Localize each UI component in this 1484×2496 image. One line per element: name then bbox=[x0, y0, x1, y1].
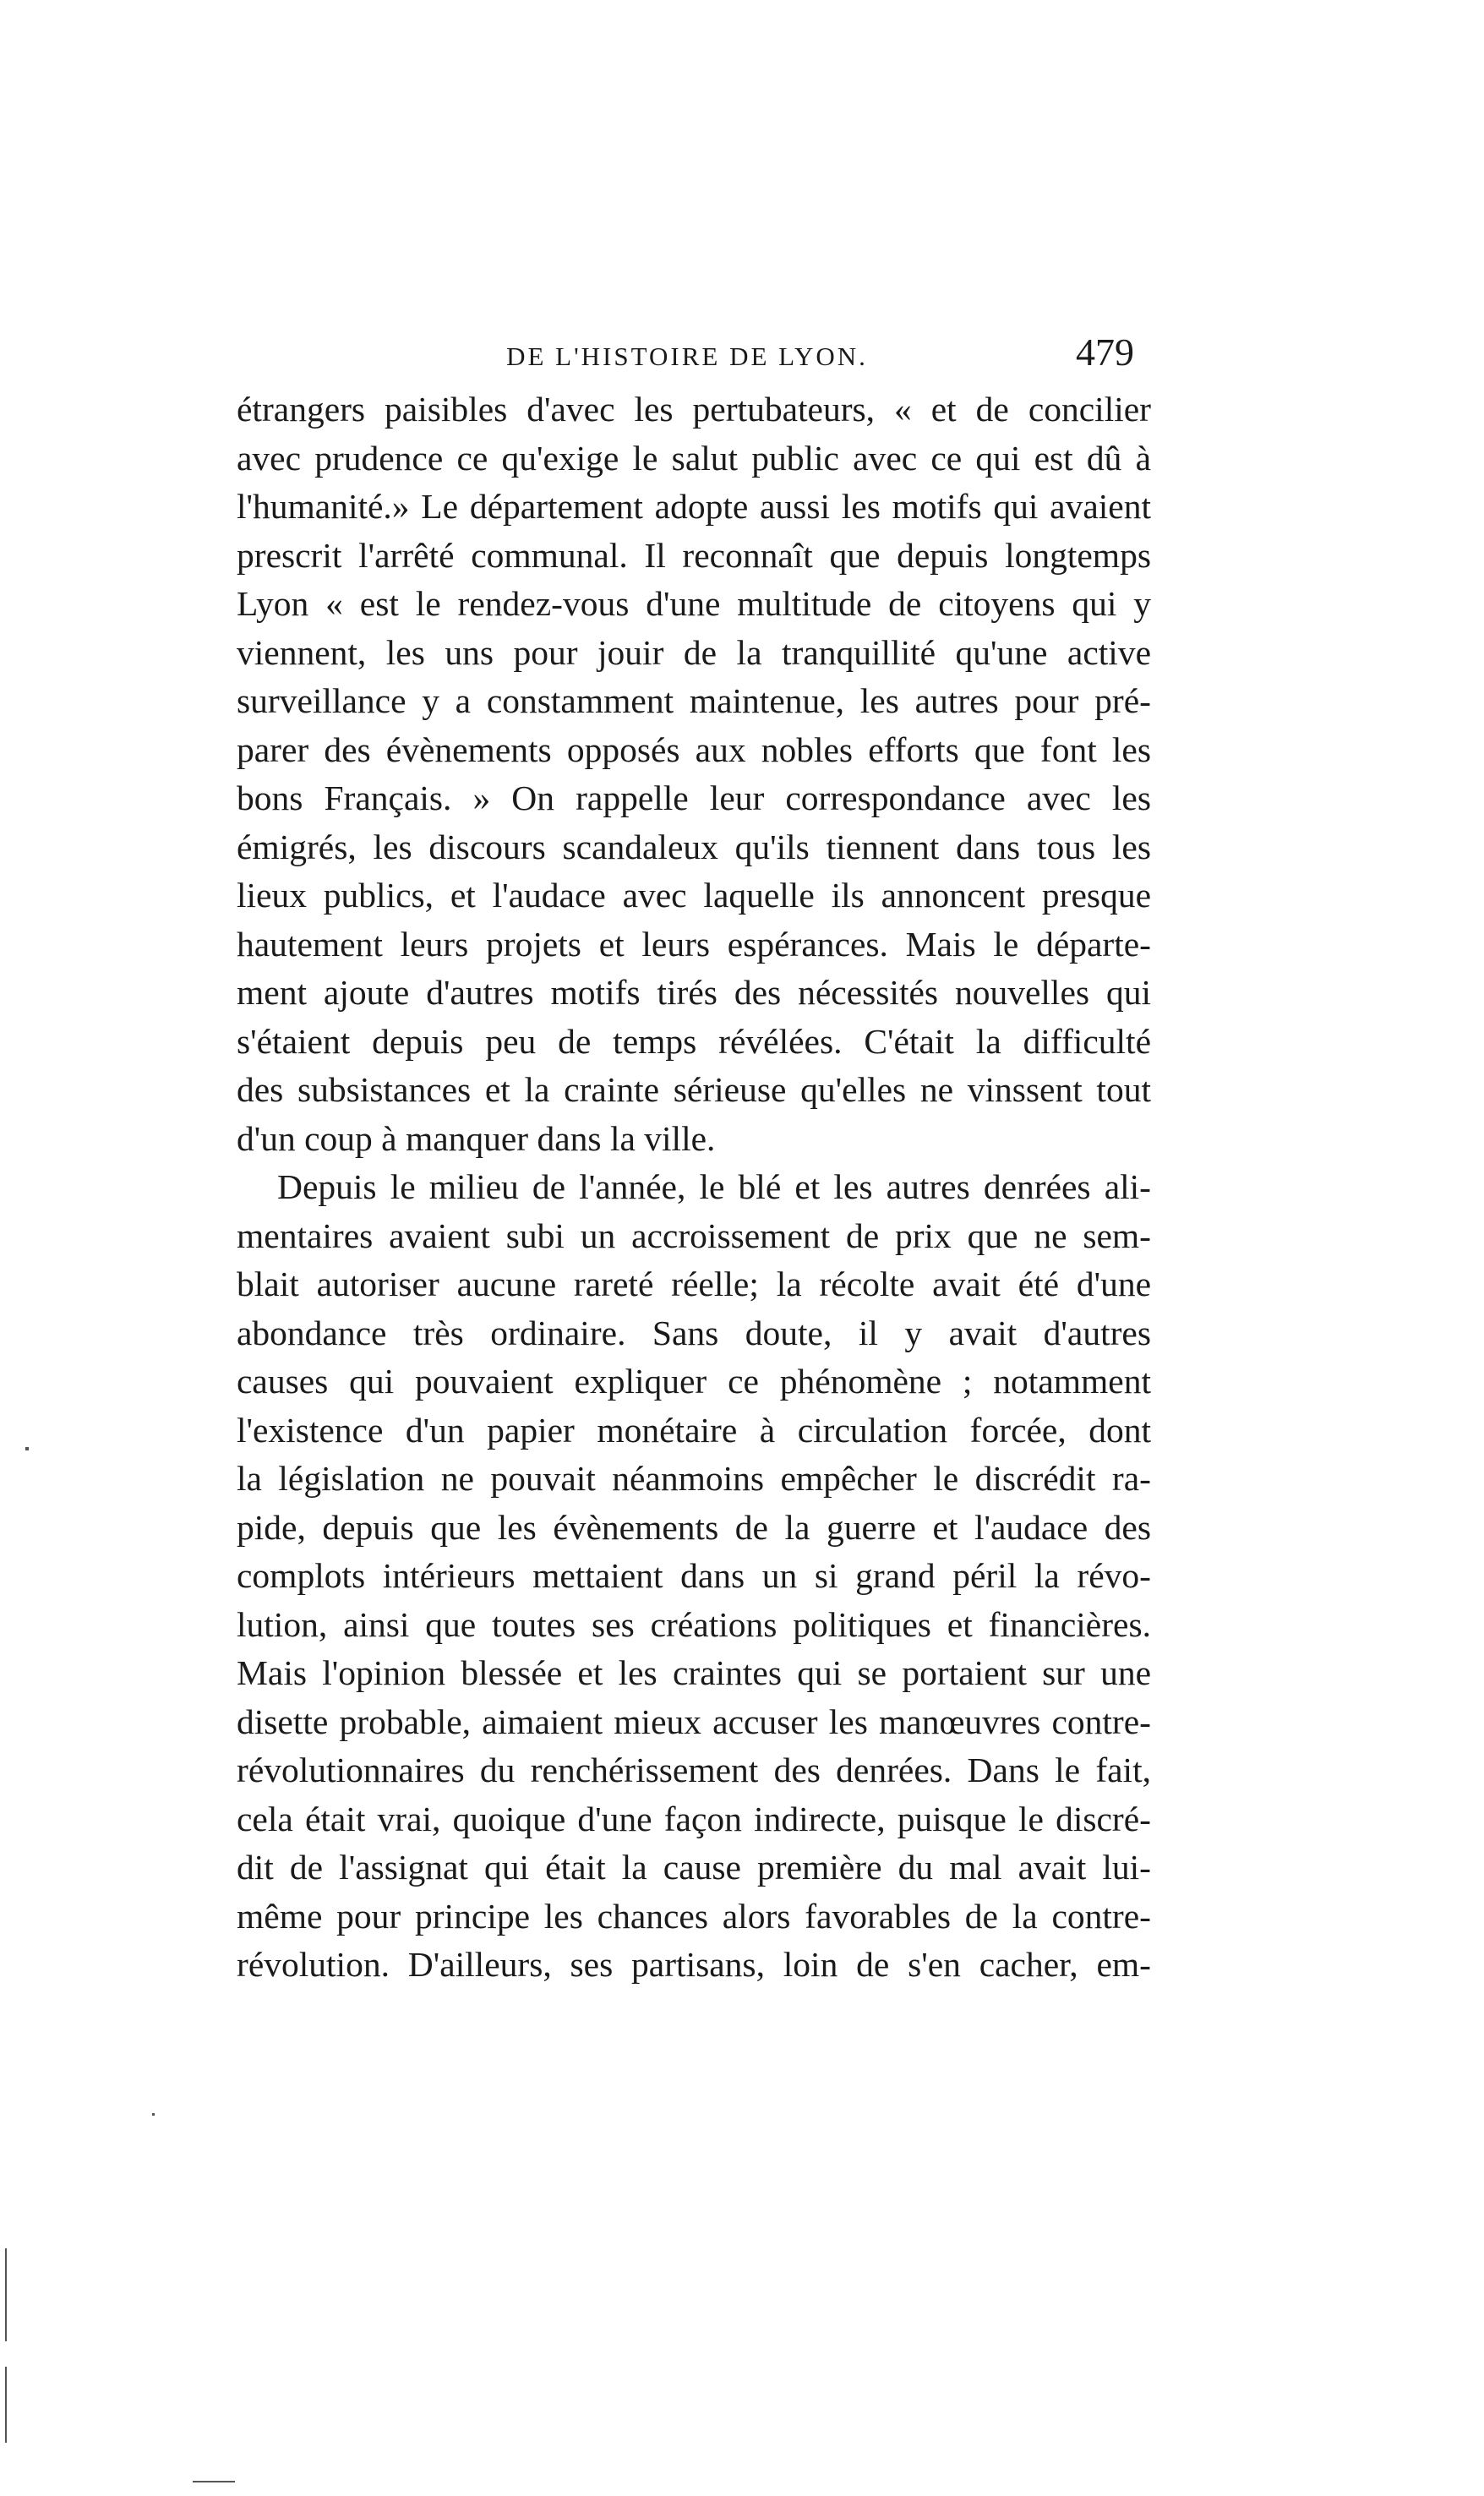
text-line: émigrés, les discours scandaleux qu'ils tiennent dans tous les bbox=[237, 827, 1151, 866]
text-line: bons Français. » On rappelle leur correspondance avec les bbox=[237, 778, 1151, 817]
scan-artifact-line bbox=[5, 2248, 7, 2341]
text-line: révolution. D'ailleurs, ses partisans, loin de s'en cacher, em- bbox=[237, 1945, 1151, 1984]
text-line: des subsistances et la crainte sérieuse qu'elles ne vinssent tout bbox=[237, 1070, 1151, 1109]
running-header bbox=[226, 326, 1148, 385]
scan-artifact-line bbox=[193, 2481, 235, 2482]
body-text bbox=[237, 385, 1151, 1990]
text-line: révolutionnaires du renchérissement des denrées. Dans le fait, bbox=[237, 1750, 1151, 1789]
text-line: abondance très ordinaire. Sans doute, il y avait d'autres bbox=[237, 1313, 1151, 1352]
text-line: d'un coup à manquer dans la ville. bbox=[237, 1118, 716, 1158]
text-line: lution, ainsi que toutes ses créations politiques et financières. bbox=[237, 1604, 1151, 1644]
text-line: la législation ne pouvait néanmoins empêcher le discrédit ra- bbox=[237, 1459, 1151, 1498]
text-line: blait autoriser aucune rareté réelle; la récolte avait été d'une bbox=[237, 1264, 1151, 1303]
running-title: DE L'HISTOIRE DE LYON. bbox=[506, 341, 868, 371]
text-line: viennent, les uns pour jouir de la tranquillité qu'une active bbox=[237, 632, 1151, 672]
text-line: étrangers paisibles d'avec les pertubateurs, « et de concilier bbox=[237, 390, 1151, 429]
text-line: dit de l'assignat qui était la cause première du mal avait lui- bbox=[237, 1848, 1151, 1887]
text-line: Mais l'opinion blessée et les craintes qui se portaient sur une bbox=[237, 1653, 1151, 1692]
text-line: surveillance y a constamment maintenue, les autres pour pré- bbox=[237, 681, 1151, 720]
scan-artifact-dot bbox=[152, 2113, 155, 2116]
text-line: cela était vrai, quoique d'une façon indirecte, puisque le discré- bbox=[237, 1799, 1151, 1838]
text-line: disette probable, aimaient mieux accuser les manœuvres contre- bbox=[237, 1701, 1151, 1741]
text-line: mentaires avaient subi un accroissement de prix que ne sem- bbox=[237, 1215, 1151, 1255]
text-line: pide, depuis que les évènements de la guerre et l'audace des bbox=[237, 1507, 1151, 1547]
text-line: lieux publics, et l'audace avec laquelle ils annoncent presque bbox=[237, 876, 1151, 915]
text-line: causes qui pouvaient expliquer ce phénomène ; notamment bbox=[237, 1362, 1151, 1401]
scan-artifact-dot bbox=[25, 1447, 29, 1450]
text-line: prescrit l'arrêté communal. Il reconnaît que depuis longtemps bbox=[237, 535, 1151, 575]
text-line: l'humanité.» Le département adopte aussi les motifs qui avaient bbox=[237, 487, 1151, 526]
page-number: 479 bbox=[1076, 330, 1134, 374]
text-line: s'étaient depuis peu de temps révélées. C'était la difficulté bbox=[237, 1021, 1151, 1061]
text-line: Lyon « est le rendez-vous d'une multitude de citoyens qui y bbox=[237, 584, 1151, 623]
text-line: même pour principe les chances alors favorables de la contre- bbox=[237, 1896, 1151, 1936]
scan-artifact-line bbox=[5, 2367, 7, 2443]
text-line: avec prudence ce qu'exige le salut public avec ce qui est dû à bbox=[237, 438, 1151, 478]
text-line: complots intérieurs mettaient dans un si grand péril la révo- bbox=[237, 1556, 1151, 1595]
text-line: Depuis le milieu de l'année, le blé et les autres denrées ali- bbox=[277, 1167, 1151, 1206]
text-line: parer des évènements opposés aux nobles efforts que font les bbox=[237, 729, 1151, 769]
text-line: hautement leurs projets et leurs espérances. Mais le départe- bbox=[237, 924, 1151, 964]
text-line: l'existence d'un papier monétaire à circulation forcée, dont bbox=[237, 1410, 1151, 1450]
text-line: ment ajoute d'autres motifs tirés des nécessités nouvelles qui bbox=[237, 973, 1151, 1012]
